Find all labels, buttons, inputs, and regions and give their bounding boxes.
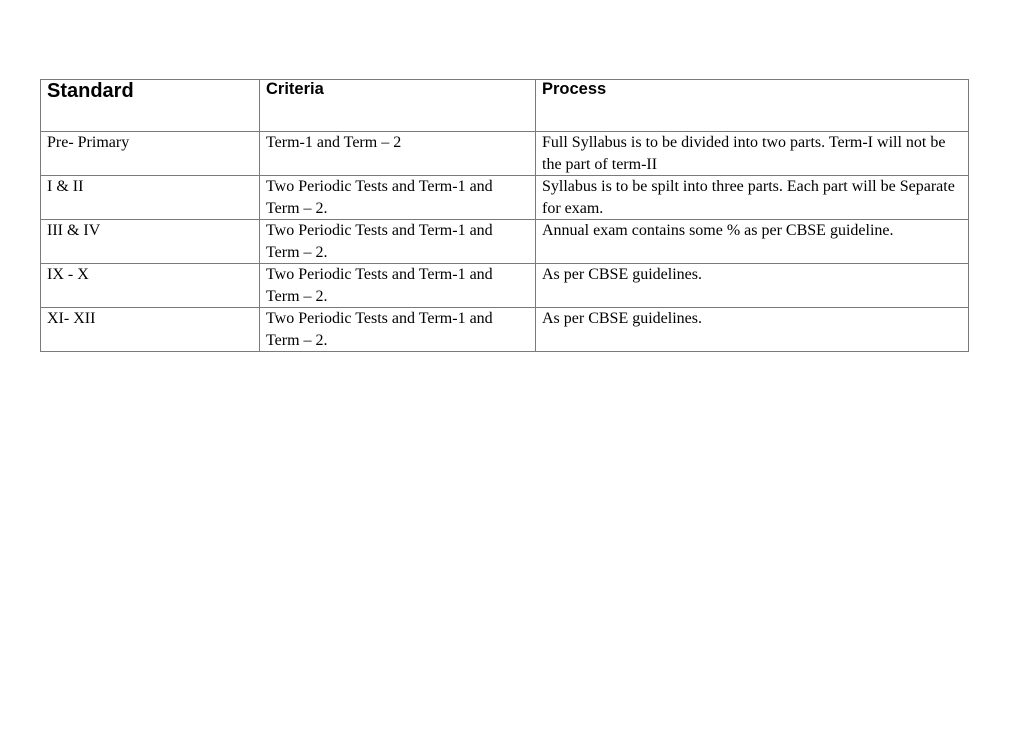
cell-standard: IX - X bbox=[41, 264, 260, 308]
table-row bbox=[41, 220, 969, 264]
table-row bbox=[41, 132, 969, 176]
cell-process: Full Syllabus is to be divided into two parts. Term-I will not be the part of term-II bbox=[536, 132, 969, 176]
table-row bbox=[41, 308, 969, 352]
cell-process: As per CBSE guidelines. bbox=[536, 308, 969, 352]
header-standard: Standard bbox=[41, 80, 260, 132]
table-header-row bbox=[41, 80, 969, 132]
cell-criteria: Two Periodic Tests and Term-1 and Term – 2. bbox=[260, 220, 536, 264]
table-row bbox=[41, 176, 969, 220]
cell-process: As per CBSE guidelines. bbox=[536, 264, 969, 308]
cell-standard: XI- XII bbox=[41, 308, 260, 352]
cell-criteria: Two Periodic Tests and Term-1 and Term – 2. bbox=[260, 264, 536, 308]
table-row bbox=[41, 264, 969, 308]
header-criteria: Criteria bbox=[260, 80, 536, 132]
cell-criteria: Two Periodic Tests and Term-1 and Term – 2. bbox=[260, 176, 536, 220]
cell-process: Annual exam contains some % as per CBSE guideline. bbox=[536, 220, 969, 264]
cell-criteria: Term-1 and Term – 2 bbox=[260, 132, 536, 176]
cell-standard: I & II bbox=[41, 176, 260, 220]
cell-standard: Pre- Primary bbox=[41, 132, 260, 176]
cell-process: Syllabus is to be spilt into three parts. Each part will be Separate for exam. bbox=[536, 176, 969, 220]
cell-standard: III & IV bbox=[41, 220, 260, 264]
cell-criteria: Two Periodic Tests and Term-1 and Term – 2. bbox=[260, 308, 536, 352]
header-process: Process bbox=[536, 80, 969, 132]
exam-criteria-table bbox=[40, 79, 969, 352]
